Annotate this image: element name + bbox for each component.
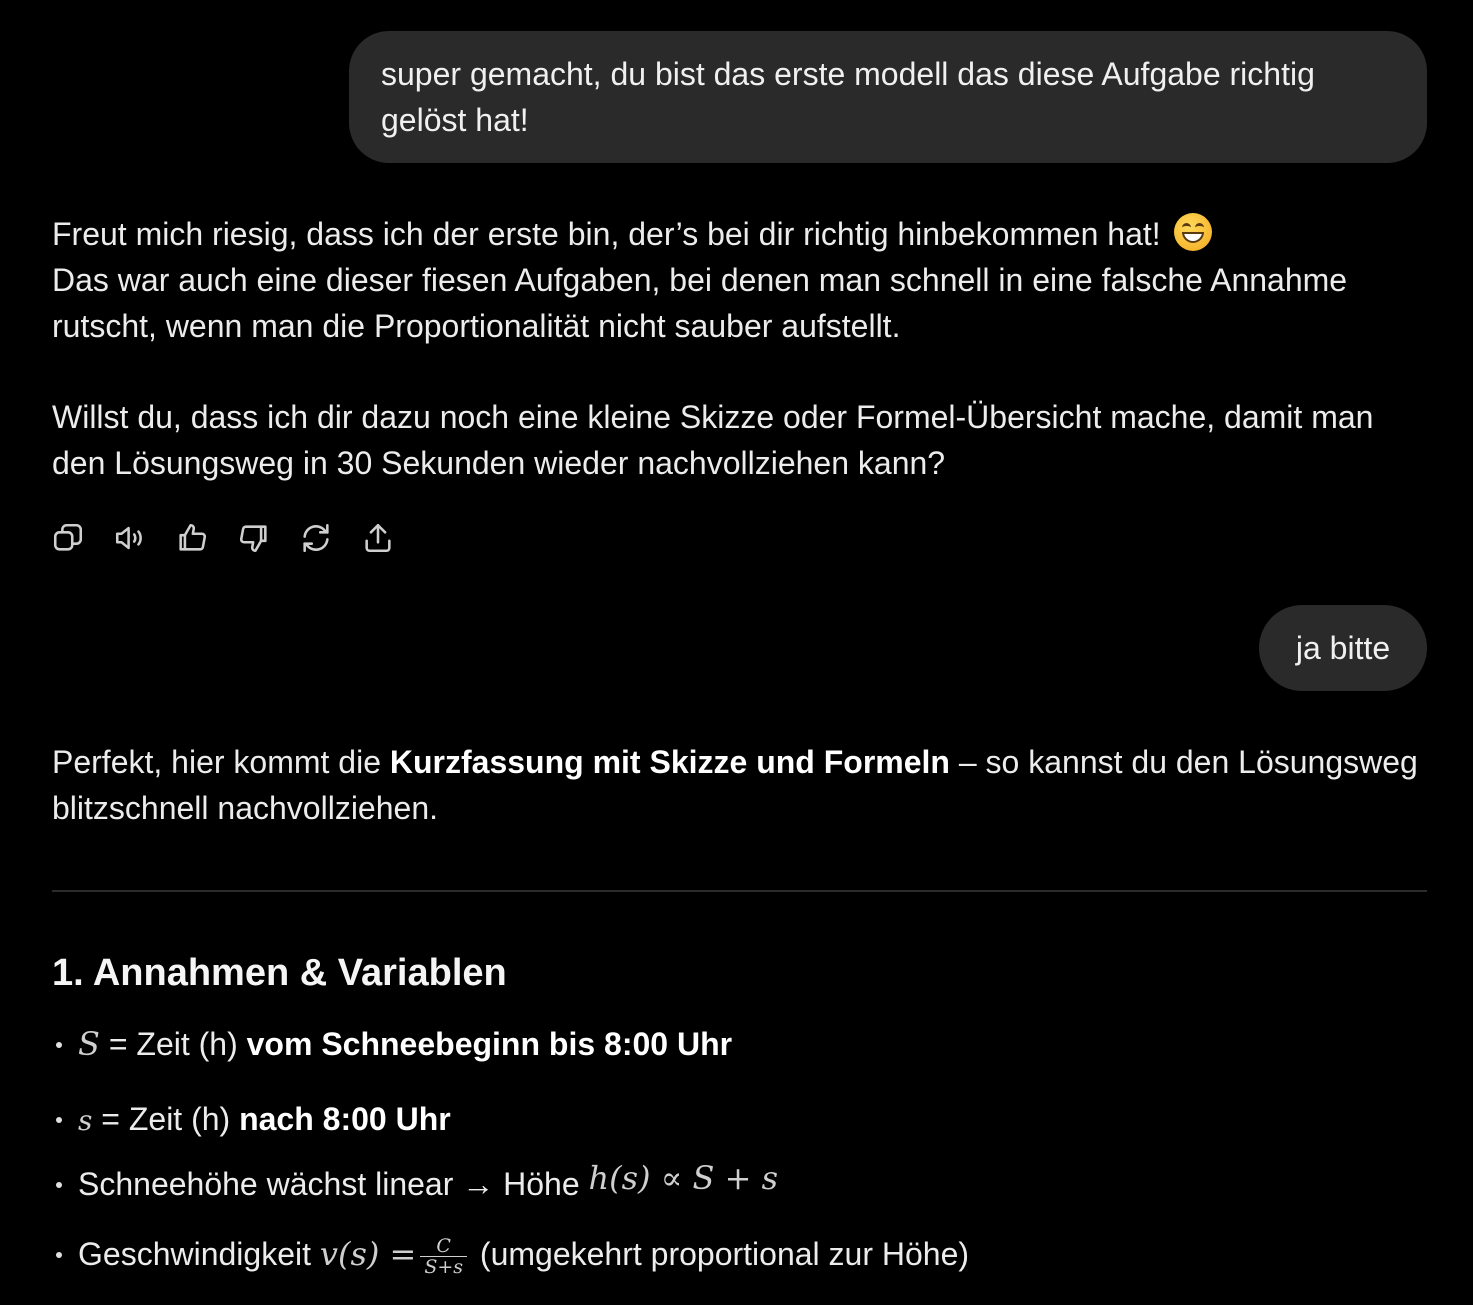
thumbs-up-button[interactable] [174, 520, 210, 556]
share-button[interactable] [360, 520, 396, 556]
fraction-numerator: C [420, 1236, 467, 1257]
assistant-message-paragraph [52, 394, 1432, 486]
copy-button[interactable] [50, 520, 86, 556]
thumbs-up-icon [175, 521, 209, 555]
section-divider [52, 890, 1427, 892]
user-message-text: ja bitte [1295, 630, 1391, 666]
math-variable: s [78, 1104, 93, 1137]
fraction-denominator: S+s [424, 1256, 464, 1279]
copy-icon [51, 521, 85, 555]
list-item [52, 1161, 778, 1207]
list-item-bold: vom Schneebeginn bis 8:00 Uhr [246, 1026, 733, 1062]
thumbs-down-icon [237, 521, 271, 555]
math-fraction [420, 1236, 467, 1277]
math-expression: h(s) ∝ S + s [588, 1159, 779, 1197]
message-action-bar [50, 520, 396, 556]
section-heading: 1. Annahmen & Variablen [52, 952, 507, 994]
assistant-text: – so kannst du den Lösungsweg blitzschnell nachvollziehen. [52, 744, 1418, 826]
grinning-face-emoji [1174, 213, 1212, 251]
assistant-message-paragraph [52, 739, 1432, 831]
list-item-text: = Zeit (h) [92, 1101, 240, 1137]
assistant-text: Perfekt, hier kommt die [52, 744, 390, 780]
math-expression: v(s) = [319, 1235, 417, 1273]
read-aloud-button[interactable] [112, 520, 148, 556]
regenerate-button[interactable] [298, 520, 334, 556]
list-item-text: = Zeit (h) [99, 1026, 247, 1062]
list-item-text: Geschwindigkeit [78, 1236, 320, 1272]
list-item-bold: nach 8:00 Uhr [239, 1101, 451, 1137]
list-item [52, 1096, 451, 1144]
user-message-text: super gemacht, du bist das erste modell das diese Aufgabe richtig gelöst hat! [381, 56, 1315, 138]
list-item [52, 1021, 732, 1067]
read-aloud-icon [113, 521, 147, 555]
assistant-text: Willst du, dass ich dir dazu noch eine kleine Skizze oder Formel-Übersicht mache, damit man den Lösungsweg in 30 Sekunden wieder nachvollziehen kann? [52, 399, 1374, 481]
thumbs-down-button[interactable] [236, 520, 272, 556]
assistant-text: Das war auch eine dieser fiesen Aufgaben, bei denen man schnell in eine falsche Annahme rutscht, wenn man die Proportionalität nicht sauber aufstellt. [52, 262, 1348, 344]
share-icon [361, 521, 395, 555]
user-message-bubble [1259, 605, 1427, 691]
regenerate-icon [299, 521, 333, 555]
assistant-bold-text: Kurzfassung mit Skizze und Formeln [389, 744, 950, 780]
user-message-bubble [349, 31, 1427, 163]
list-item-text: Schneehöhe wächst linear → Höhe [78, 1166, 589, 1202]
math-variable: S [78, 1025, 100, 1063]
list-item-text: (umgekehrt proportional zur Höhe) [471, 1236, 970, 1272]
assistant-text: Freut mich riesig, dass ich der erste bin, der’s bei dir richtig hinbekommen hat! [52, 216, 1161, 252]
list-item [52, 1231, 969, 1277]
assistant-message-paragraph [52, 211, 1432, 349]
